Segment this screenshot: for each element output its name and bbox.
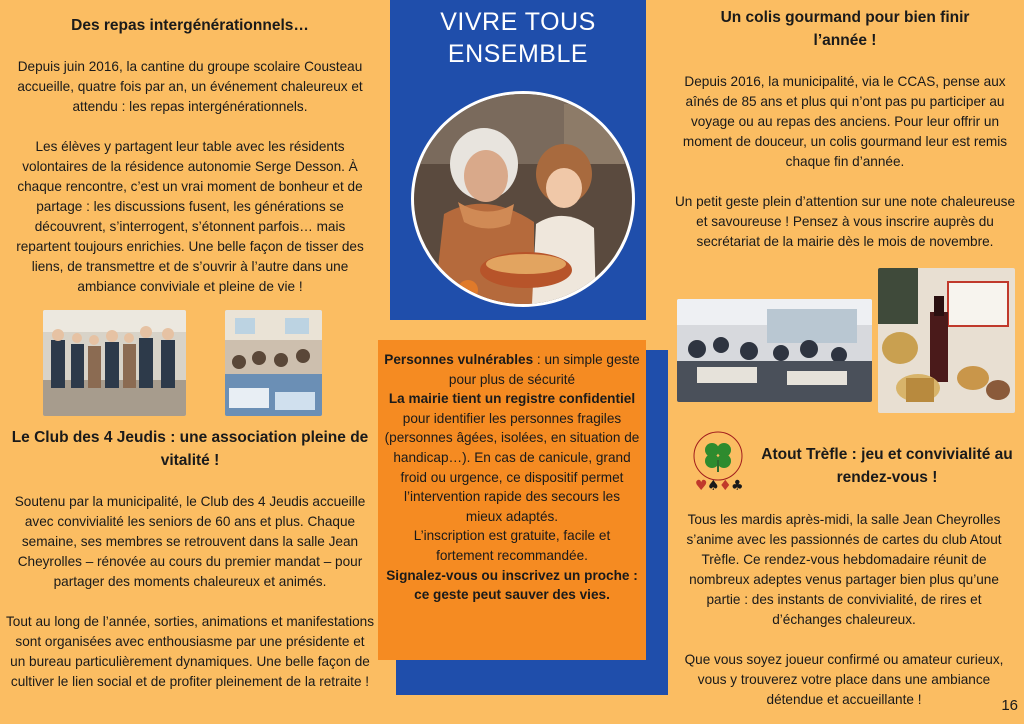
box-p4-bold: Signalez-vous ou inscrivez un proche : ce geste peut sauver des vies.: [386, 567, 638, 603]
atout-para-2: Que vous soyez joueur confirmé ou amateur curieux, vous y trouverez votre place dans une ambiance détendue et accueillante !: [684, 652, 1004, 707]
atout-para-1: Tous les mardis après-midi, la salle Jean Cheyrolles s’anime avec les passionnés de cartes du club Atout Trèfle. Ce rendez-vous hebdomadaire réunit de nombreux adeptes venus partager bien plus qu’une partie : des instants de convivialité, de rires et d’échanges chaleureux.: [686, 512, 1002, 627]
photo-grandmother-child: [411, 91, 635, 307]
photo-club-group: [43, 310, 186, 416]
club-para-2: Tout au long de l’année, sorties, animations et manifestations sont organisées avec enthousiasme par une présidente et un bureau particulièrement dynamiques. Une belle façon de cultiver le lien social et de profiter pleinement de la retraite !: [6, 614, 375, 689]
repas-para-1: Depuis juin 2016, la cantine du groupe scolaire Cousteau accueille, quatre fois par an, un événement chaleureux et attendu : les repas intergénérationnels.: [17, 59, 363, 114]
box-p1-bold: Personnes vulnérables: [384, 352, 534, 367]
box-p3: L’inscription est gratuite, facile et fortement recommandée.: [413, 528, 611, 563]
box-p2-bold: La mairie tient un registre confidentiel: [388, 391, 636, 407]
photo-card-players: [677, 299, 872, 402]
box-p2-text: pour identifier les personnes fragiles (personnes âgées, isolées, en situation de handicap…). En cas de canicule, grand froid ou urgence, ce dispositif permet l’intervention rapide des secours les mieux adaptés.: [384, 410, 640, 524]
box-p1-text: : un simple geste pour plus de sécurité: [448, 352, 640, 387]
clover-icon: [689, 430, 747, 498]
repas-para-2: Les élèves y partagent leur table avec les résidents volontaires de la résidence autonomie Serge Desson. À chaque rencontre, c’est un vrai moment de bonheur et de partage : les discussions fusent, les générations se découvrent, s’interrogent, s’étonnent parfois… mais repartent toujours enrichies. Une belle façon de tisser des liens, de transmettre et de s’ouvrir à l’autre dans une ambiance conviviale et pleine de vie !: [16, 139, 364, 294]
photo-club-room: [225, 310, 322, 416]
svg-text:♦: ♦: [719, 478, 732, 494]
colis-para-2: Un petit geste plein d’attention sur une note chaleureuse et savoureuse ! Pensez à vous inscrire auprès du secrétariat de la mairie dès le mois de novembre.: [674, 194, 1016, 249]
right-column-lower: [676, 510, 1012, 710]
page-title: VIVRE TOUS ENSEMBLE: [440, 8, 596, 68]
left-column: [8, 14, 372, 297]
page-number: 16: [1001, 697, 1018, 714]
colis-para-1: Depuis 2016, la municipalité, via le CCAS, pense aux aînés de 85 ans et plus qui n’ont pas pu participer au voyage ou au repas des anciens. Pour leur offrir un moment de douceur, un colis gourmand leur est remis chaque fin d’année.: [682, 74, 1008, 169]
heading-colis: Un colis gourmand pour bien finir l’année !: [720, 9, 970, 49]
svg-text:♥: ♥: [695, 478, 708, 494]
info-box-vulnerables: [378, 340, 646, 660]
svg-text:♠: ♠: [707, 478, 720, 494]
heading-club-4-jeudis: Le Club des 4 Jeudis : une association pleine de vitalité !: [11, 429, 369, 469]
photo-colis-gourmand: [878, 268, 1015, 413]
atout-trefle-logo: [689, 430, 747, 498]
club-para-1: Soutenu par la municipalité, le Club des 4 Jeudis accueille avec convivialité les seniors de 60 ans et plus. Chaque semaine, ses membres se retrouvent dans la salle Jean Cheyrolles – rénovée au cours du premier mandat – pour partager des moments chaleureux et animés.: [14, 494, 366, 589]
left-column-lower: [6, 426, 374, 692]
heading-atout-trefle: Atout Trèfle : jeu et convivialité au rendez-vous !: [761, 446, 1013, 486]
heading-repas: Des repas intergénérationnels…: [71, 17, 309, 34]
right-column: [674, 6, 1016, 252]
svg-text:♣: ♣: [731, 478, 744, 494]
